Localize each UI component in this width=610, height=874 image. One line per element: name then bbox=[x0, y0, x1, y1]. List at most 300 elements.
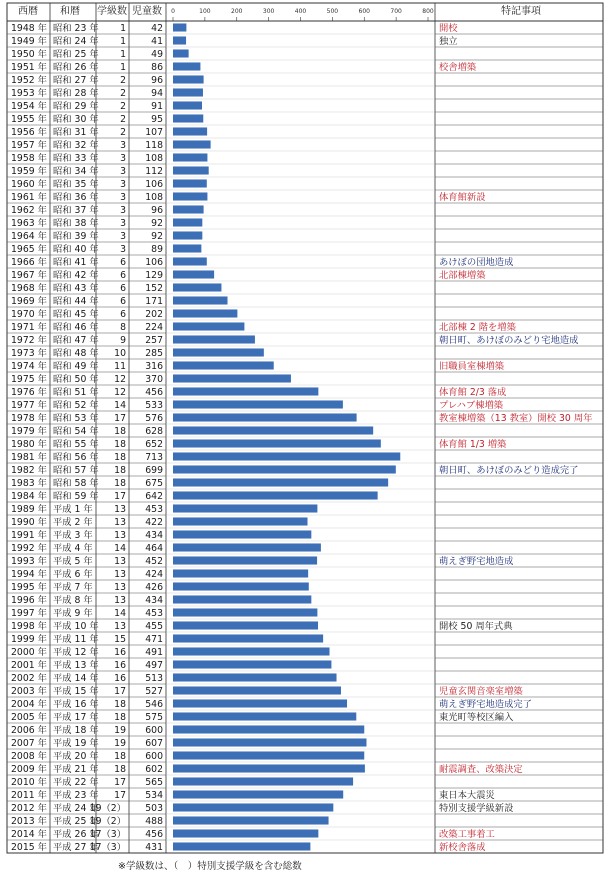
note-cell: 萌えぎ野宅地造成 bbox=[439, 555, 514, 567]
table-rows bbox=[11, 22, 592, 853]
japanese-year-cell: 昭和 25 年 bbox=[53, 48, 99, 60]
student-bar bbox=[173, 556, 317, 564]
japanese-year-cell: 平成 3 年 bbox=[53, 529, 93, 541]
student-bar bbox=[173, 348, 264, 356]
student-bar bbox=[173, 205, 204, 213]
western-year-cell: 2015 年 bbox=[11, 841, 47, 853]
western-year-cell: 1999 年 bbox=[11, 633, 47, 645]
class-count-cell: 13 bbox=[114, 516, 126, 528]
japanese-year-cell: 昭和 33 年 bbox=[53, 152, 99, 164]
japanese-year-cell: 平成 23 年 bbox=[53, 789, 99, 801]
class-count-cell: 2 bbox=[120, 74, 126, 86]
student-bar bbox=[173, 88, 203, 96]
table-row bbox=[11, 737, 366, 749]
student-bar bbox=[173, 439, 381, 447]
western-year-cell: 1983 年 bbox=[11, 477, 47, 489]
student-count-cell: 107 bbox=[145, 126, 163, 138]
student-bar bbox=[173, 179, 207, 187]
student-bar bbox=[173, 621, 318, 629]
student-bar bbox=[173, 23, 186, 31]
class-count-cell: 13 bbox=[114, 503, 126, 515]
table-row bbox=[11, 828, 495, 840]
student-count-cell: 42 bbox=[151, 22, 163, 34]
table-row bbox=[11, 87, 203, 99]
western-year-cell: 1959 年 bbox=[11, 165, 47, 177]
student-count-cell: 453 bbox=[145, 503, 163, 515]
table-row bbox=[11, 464, 578, 476]
table-row bbox=[11, 178, 207, 190]
japanese-year-cell: 昭和 55 年 bbox=[53, 438, 99, 450]
class-count-cell: 1 bbox=[120, 35, 126, 47]
western-year-cell: 2005 年 bbox=[11, 711, 47, 723]
student-count-cell: 316 bbox=[145, 360, 163, 372]
student-bar bbox=[173, 764, 365, 772]
student-count-cell: 370 bbox=[145, 373, 163, 385]
japanese-year-cell: 昭和 42 年 bbox=[53, 269, 99, 281]
student-count-cell: 565 bbox=[145, 776, 163, 788]
western-year-cell: 1956 年 bbox=[11, 126, 47, 138]
student-bar bbox=[173, 673, 337, 681]
student-bar bbox=[173, 712, 356, 720]
class-count-cell: 6 bbox=[120, 282, 126, 294]
table-row bbox=[11, 607, 317, 619]
japanese-year-cell: 昭和 39 年 bbox=[53, 230, 99, 242]
table-row bbox=[11, 646, 330, 658]
class-count-cell: 3 bbox=[120, 204, 126, 216]
table-row bbox=[11, 61, 476, 73]
header-student-count: 児童数 bbox=[132, 6, 162, 17]
class-count-cell: 18 bbox=[114, 425, 126, 437]
student-bar bbox=[173, 790, 343, 798]
student-bar bbox=[173, 725, 364, 733]
japanese-year-cell: 平成 25 年 bbox=[53, 815, 99, 827]
class-count-cell: 14 bbox=[114, 399, 126, 411]
table-row bbox=[11, 841, 486, 853]
class-count-cell: 14 bbox=[114, 607, 126, 619]
student-count-cell: 607 bbox=[145, 737, 163, 749]
western-year-cell: 1996 年 bbox=[11, 594, 47, 606]
student-count-cell: 575 bbox=[145, 711, 163, 723]
japanese-year-cell: 平成 9 年 bbox=[53, 607, 93, 619]
japanese-year-cell: 昭和 28 年 bbox=[53, 87, 99, 99]
student-bar bbox=[173, 218, 202, 226]
western-year-cell: 1973 年 bbox=[11, 347, 47, 359]
western-year-cell: 1952 年 bbox=[11, 74, 47, 86]
class-count-cell: 17 bbox=[114, 776, 126, 788]
student-bar bbox=[173, 582, 309, 590]
x-tick-label: 600 bbox=[358, 8, 370, 15]
header-row bbox=[18, 4, 541, 17]
japanese-year-cell: 平成 22 年 bbox=[53, 776, 99, 788]
western-year-cell: 1979 年 bbox=[11, 425, 47, 437]
table-row bbox=[11, 230, 202, 242]
x-tick-label: 0 bbox=[171, 8, 175, 15]
western-year-cell: 2009 年 bbox=[11, 763, 47, 775]
western-year-cell: 1997 年 bbox=[11, 607, 47, 619]
student-bar bbox=[173, 595, 311, 603]
japanese-year-cell: 昭和 47 年 bbox=[53, 334, 99, 346]
japanese-year-cell: 平成 6 年 bbox=[53, 568, 93, 580]
western-year-cell: 1949 年 bbox=[11, 35, 47, 47]
japanese-year-cell: 昭和 46 年 bbox=[53, 321, 99, 333]
student-bar bbox=[173, 244, 201, 252]
student-count-cell: 546 bbox=[145, 698, 163, 710]
student-count-cell: 49 bbox=[151, 48, 163, 60]
student-count-cell: 699 bbox=[145, 464, 163, 476]
student-bar bbox=[173, 608, 317, 616]
table-row bbox=[11, 594, 311, 606]
class-count-cell: 2 bbox=[120, 113, 126, 125]
western-year-cell: 1982 年 bbox=[11, 464, 47, 476]
table-row bbox=[11, 217, 202, 229]
table-row bbox=[11, 334, 578, 346]
japanese-year-cell: 昭和 35 年 bbox=[53, 178, 99, 190]
table-row bbox=[11, 451, 400, 463]
japanese-year-cell: 昭和 37 年 bbox=[53, 204, 99, 216]
header-notes: 特記事項 bbox=[501, 6, 541, 17]
japanese-year-cell: 昭和 43 年 bbox=[53, 282, 99, 294]
western-year-cell: 1994 年 bbox=[11, 568, 47, 580]
table-row bbox=[11, 789, 495, 801]
class-count-cell: 18 bbox=[114, 451, 126, 463]
table-row bbox=[11, 321, 516, 333]
table-row bbox=[11, 139, 211, 151]
student-bar bbox=[173, 842, 310, 850]
table-row bbox=[11, 516, 308, 528]
student-count-cell: 602 bbox=[145, 763, 163, 775]
western-year-cell: 1998 年 bbox=[11, 620, 47, 632]
student-count-cell: 94 bbox=[151, 87, 163, 99]
student-count-cell: 453 bbox=[145, 607, 163, 619]
class-count-cell: 18 bbox=[114, 711, 126, 723]
western-year-cell: 1989 年 bbox=[11, 503, 47, 515]
japanese-year-cell: 昭和 56 年 bbox=[53, 451, 99, 463]
x-tick-label: 100 bbox=[199, 8, 211, 15]
table-row bbox=[11, 503, 317, 515]
japanese-year-cell: 昭和 52 年 bbox=[53, 399, 99, 411]
table-row bbox=[11, 165, 209, 177]
table-row bbox=[11, 425, 373, 437]
student-count-cell: 106 bbox=[145, 178, 163, 190]
table-row bbox=[11, 659, 331, 671]
japanese-year-cell: 昭和 27 年 bbox=[53, 74, 99, 86]
student-bar bbox=[173, 660, 331, 668]
western-year-cell: 1995 年 bbox=[11, 581, 47, 593]
student-bar bbox=[173, 374, 291, 382]
student-bar bbox=[173, 140, 211, 148]
student-count-cell: 456 bbox=[145, 828, 163, 840]
class-count-cell: 10 bbox=[114, 347, 126, 359]
student-bar bbox=[173, 257, 207, 265]
note-cell: 東日本大震災 bbox=[439, 789, 495, 801]
student-count-cell: 224 bbox=[145, 321, 163, 333]
student-bar bbox=[173, 829, 318, 837]
class-count-cell: 11 bbox=[114, 360, 126, 372]
table-row bbox=[11, 74, 204, 86]
student-bar bbox=[173, 309, 237, 317]
student-count-cell: 675 bbox=[145, 477, 163, 489]
student-count-cell: 434 bbox=[145, 594, 163, 606]
footnote: ※学級数は、（ ）特別支援学級を含む総数 bbox=[118, 861, 302, 872]
note-cell: 教室棟増築（13 教室）開校 30 周年 bbox=[439, 412, 593, 424]
table-row bbox=[11, 815, 329, 827]
note-cell: 新校舎落成 bbox=[439, 841, 486, 853]
western-year-cell: 1954 年 bbox=[11, 100, 47, 112]
note-cell: 児童玄関音楽室増築 bbox=[439, 685, 523, 697]
note-cell: 北部棟 2 階を増築 bbox=[439, 321, 516, 333]
class-count-cell: 8 bbox=[120, 321, 126, 333]
table-row bbox=[11, 243, 201, 255]
class-count-cell: 3 bbox=[120, 191, 126, 203]
class-count-cell: 13 bbox=[114, 568, 126, 580]
table-row bbox=[11, 269, 486, 281]
japanese-year-cell: 昭和 41 年 bbox=[53, 256, 99, 268]
student-count-cell: 108 bbox=[145, 152, 163, 164]
student-count-cell: 456 bbox=[145, 386, 163, 398]
note-cell: 朝日町、あけぼのみどり宅地造成 bbox=[439, 334, 579, 346]
table-row bbox=[11, 724, 364, 736]
header-class-count: 学級数 bbox=[97, 6, 127, 17]
student-count-cell: 257 bbox=[145, 334, 163, 346]
western-year-cell: 1993 年 bbox=[11, 555, 47, 567]
note-cell: 独立 bbox=[439, 35, 458, 47]
student-bar bbox=[173, 426, 373, 434]
table-row bbox=[11, 633, 323, 645]
class-count-cell: 3 bbox=[120, 139, 126, 151]
japanese-year-cell: 平成 15 年 bbox=[53, 685, 99, 697]
class-count-cell: 17 bbox=[114, 789, 126, 801]
student-bar bbox=[173, 569, 308, 577]
japanese-year-cell: 平成 14 年 bbox=[53, 672, 99, 684]
class-count-cell: 6 bbox=[120, 295, 126, 307]
class-count-cell: 17 bbox=[114, 490, 126, 502]
japanese-year-cell: 平成 27 年 bbox=[53, 841, 99, 853]
table-row bbox=[11, 412, 592, 424]
student-count-cell: 527 bbox=[145, 685, 163, 697]
student-bar bbox=[173, 114, 203, 122]
student-bar bbox=[173, 465, 396, 473]
western-year-cell: 1960 年 bbox=[11, 178, 47, 190]
table-row bbox=[11, 191, 486, 203]
student-count-cell: 600 bbox=[145, 750, 163, 762]
class-count-cell: 12 bbox=[114, 386, 126, 398]
class-count-cell: 13 bbox=[114, 555, 126, 567]
western-year-cell: 1977 年 bbox=[11, 399, 47, 411]
student-bar bbox=[173, 49, 189, 57]
japanese-year-cell: 昭和 54 年 bbox=[53, 425, 99, 437]
note-cell: あけぼの団地造成 bbox=[439, 256, 514, 268]
japanese-year-cell: 昭和 38 年 bbox=[53, 217, 99, 229]
student-count-cell: 152 bbox=[145, 282, 163, 294]
student-bar bbox=[173, 322, 244, 330]
western-year-cell: 1972 年 bbox=[11, 334, 47, 346]
western-year-cell: 1962 年 bbox=[11, 204, 47, 216]
japanese-year-cell: 昭和 50 年 bbox=[53, 373, 99, 385]
western-year-cell: 2007 年 bbox=[11, 737, 47, 749]
class-count-cell: 6 bbox=[120, 256, 126, 268]
student-count-cell: 488 bbox=[145, 815, 163, 827]
western-year-cell: 2008 年 bbox=[11, 750, 47, 762]
note-cell: プレハブ棟増築 bbox=[439, 399, 504, 411]
student-bar bbox=[173, 361, 274, 369]
class-count-cell: 3 bbox=[120, 152, 126, 164]
western-year-cell: 2012 年 bbox=[11, 802, 47, 814]
table-row bbox=[11, 620, 513, 632]
western-year-cell: 1984 年 bbox=[11, 490, 47, 502]
student-count-cell: 503 bbox=[145, 802, 163, 814]
class-count-cell: 13 bbox=[114, 620, 126, 632]
table-row bbox=[11, 152, 207, 164]
student-count-cell: 112 bbox=[145, 165, 163, 177]
note-cell: 特別支援学級新設 bbox=[439, 802, 514, 814]
student-bar bbox=[173, 192, 207, 200]
x-tick-label: 500 bbox=[326, 8, 339, 15]
western-year-cell: 1958 年 bbox=[11, 152, 47, 164]
table-row bbox=[11, 698, 532, 710]
japanese-year-cell: 平成 17 年 bbox=[53, 711, 99, 723]
western-year-cell: 1965 年 bbox=[11, 243, 47, 255]
student-count-cell: 534 bbox=[145, 789, 163, 801]
western-year-cell: 1953 年 bbox=[11, 87, 47, 99]
class-count-cell: 19 bbox=[114, 737, 126, 749]
japanese-year-cell: 昭和 23 年 bbox=[53, 22, 99, 34]
japanese-year-cell: 昭和 29 年 bbox=[53, 100, 99, 112]
western-year-cell: 1981 年 bbox=[11, 451, 47, 463]
student-count-cell: 431 bbox=[145, 841, 163, 853]
western-year-cell: 1950 年 bbox=[11, 48, 47, 60]
student-bar bbox=[173, 400, 343, 408]
x-tick-label: 400 bbox=[294, 8, 307, 15]
western-year-cell: 1967 年 bbox=[11, 269, 47, 281]
japanese-year-cell: 平成 1 年 bbox=[53, 503, 93, 515]
table-row bbox=[11, 568, 308, 580]
table-row bbox=[11, 581, 309, 593]
class-count-cell: 18 bbox=[114, 464, 126, 476]
western-year-cell: 1948 年 bbox=[11, 22, 47, 34]
japanese-year-cell: 平成 24 年 bbox=[53, 802, 99, 814]
japanese-year-cell: 平成 4 年 bbox=[53, 542, 93, 554]
western-year-cell: 1976 年 bbox=[11, 386, 47, 398]
student-bar bbox=[173, 530, 311, 538]
western-year-cell: 2003 年 bbox=[11, 685, 47, 697]
note-cell: 体育館 1/3 増築 bbox=[439, 438, 507, 450]
note-cell: 旧職員室棟増築 bbox=[439, 360, 505, 372]
japanese-year-cell: 昭和 40 年 bbox=[53, 243, 99, 255]
table-row bbox=[11, 282, 221, 294]
japanese-year-cell: 平成 7 年 bbox=[53, 581, 93, 593]
western-year-cell: 1955 年 bbox=[11, 113, 47, 125]
class-count-cell: 2 bbox=[120, 100, 126, 112]
student-bar bbox=[173, 387, 318, 395]
japanese-year-cell: 昭和 31 年 bbox=[53, 126, 99, 138]
japanese-year-cell: 平成 8 年 bbox=[53, 594, 93, 606]
student-bar bbox=[173, 127, 207, 135]
student-bar bbox=[173, 543, 321, 551]
western-year-cell: 2010 年 bbox=[11, 776, 47, 788]
note-cell: 体育館 2/3 落成 bbox=[439, 386, 507, 398]
student-bar bbox=[173, 270, 214, 278]
student-bar bbox=[173, 452, 400, 460]
note-cell: 改築工事着工 bbox=[439, 828, 495, 840]
japanese-year-cell: 平成 20 年 bbox=[53, 750, 99, 762]
student-bar bbox=[173, 634, 323, 642]
student-count-cell: 106 bbox=[145, 256, 163, 268]
student-count-cell: 91 bbox=[151, 100, 163, 112]
class-count-cell: 16 bbox=[114, 672, 126, 684]
japanese-year-cell: 平成 26 年 bbox=[53, 828, 99, 840]
table-row bbox=[11, 113, 203, 125]
japanese-year-cell: 昭和 57 年 bbox=[53, 464, 99, 476]
student-count-cell: 285 bbox=[145, 347, 163, 359]
student-count-cell: 171 bbox=[145, 295, 163, 307]
student-count-cell: 497 bbox=[145, 659, 163, 671]
class-count-cell: 19 bbox=[114, 724, 126, 736]
western-year-cell: 2002 年 bbox=[11, 672, 47, 684]
student-bar bbox=[173, 647, 330, 655]
class-count-cell: 3 bbox=[120, 230, 126, 242]
class-count-cell: 12 bbox=[114, 373, 126, 385]
japanese-year-cell: 昭和 24 年 bbox=[53, 35, 99, 47]
japanese-year-cell: 平成 2 年 bbox=[53, 516, 93, 528]
western-year-cell: 1951 年 bbox=[11, 61, 47, 73]
japanese-year-cell: 昭和 44 年 bbox=[53, 295, 99, 307]
western-year-cell: 2000 年 bbox=[11, 646, 47, 658]
class-count-cell: 3 bbox=[120, 178, 126, 190]
header-japanese-year: 和暦 bbox=[60, 6, 80, 17]
student-count-cell: 92 bbox=[151, 217, 163, 229]
note-cell: 北部棟増築 bbox=[439, 269, 486, 281]
student-bar bbox=[173, 75, 204, 83]
student-bar bbox=[173, 738, 366, 746]
note-cell: 耐震調査、改築決定 bbox=[439, 763, 523, 775]
student-count-cell: 464 bbox=[145, 542, 163, 554]
class-count-cell: 17 bbox=[114, 685, 126, 697]
table-row bbox=[11, 204, 204, 216]
western-year-cell: 1970 年 bbox=[11, 308, 47, 320]
western-year-cell: 1978 年 bbox=[11, 412, 47, 424]
note-cell: 体育館新設 bbox=[439, 191, 486, 203]
table-row bbox=[11, 100, 202, 112]
x-tick-label: 800 bbox=[422, 8, 434, 15]
table-row bbox=[11, 22, 458, 34]
student-bar bbox=[173, 153, 207, 161]
western-year-cell: 1980 年 bbox=[11, 438, 47, 450]
student-count-cell: 89 bbox=[151, 243, 163, 255]
japanese-year-cell: 平成 21 年 bbox=[53, 763, 99, 775]
student-count-cell: 422 bbox=[145, 516, 163, 528]
table-row bbox=[11, 750, 364, 762]
table-row bbox=[11, 256, 513, 268]
western-year-cell: 2004 年 bbox=[11, 698, 47, 710]
western-year-cell: 1966 年 bbox=[11, 256, 47, 268]
western-year-cell: 2014 年 bbox=[11, 828, 47, 840]
table-row bbox=[11, 802, 513, 814]
western-year-cell: 1957 年 bbox=[11, 139, 47, 151]
class-count-cell: 19（2） bbox=[89, 815, 126, 827]
table-row bbox=[11, 490, 378, 502]
western-year-cell: 2006 年 bbox=[11, 724, 47, 736]
class-count-cell: 19（2） bbox=[89, 802, 126, 814]
class-count-cell: 3 bbox=[120, 165, 126, 177]
class-count-cell: 13 bbox=[114, 581, 126, 593]
western-year-cell: 2011 年 bbox=[11, 789, 47, 801]
student-count-cell: 86 bbox=[151, 61, 163, 73]
student-count-cell: 455 bbox=[145, 620, 163, 632]
student-count-cell: 513 bbox=[145, 672, 163, 684]
japanese-year-cell: 昭和 36 年 bbox=[53, 191, 99, 203]
x-tick-label: 300 bbox=[262, 8, 275, 15]
student-count-cell: 96 bbox=[151, 204, 163, 216]
